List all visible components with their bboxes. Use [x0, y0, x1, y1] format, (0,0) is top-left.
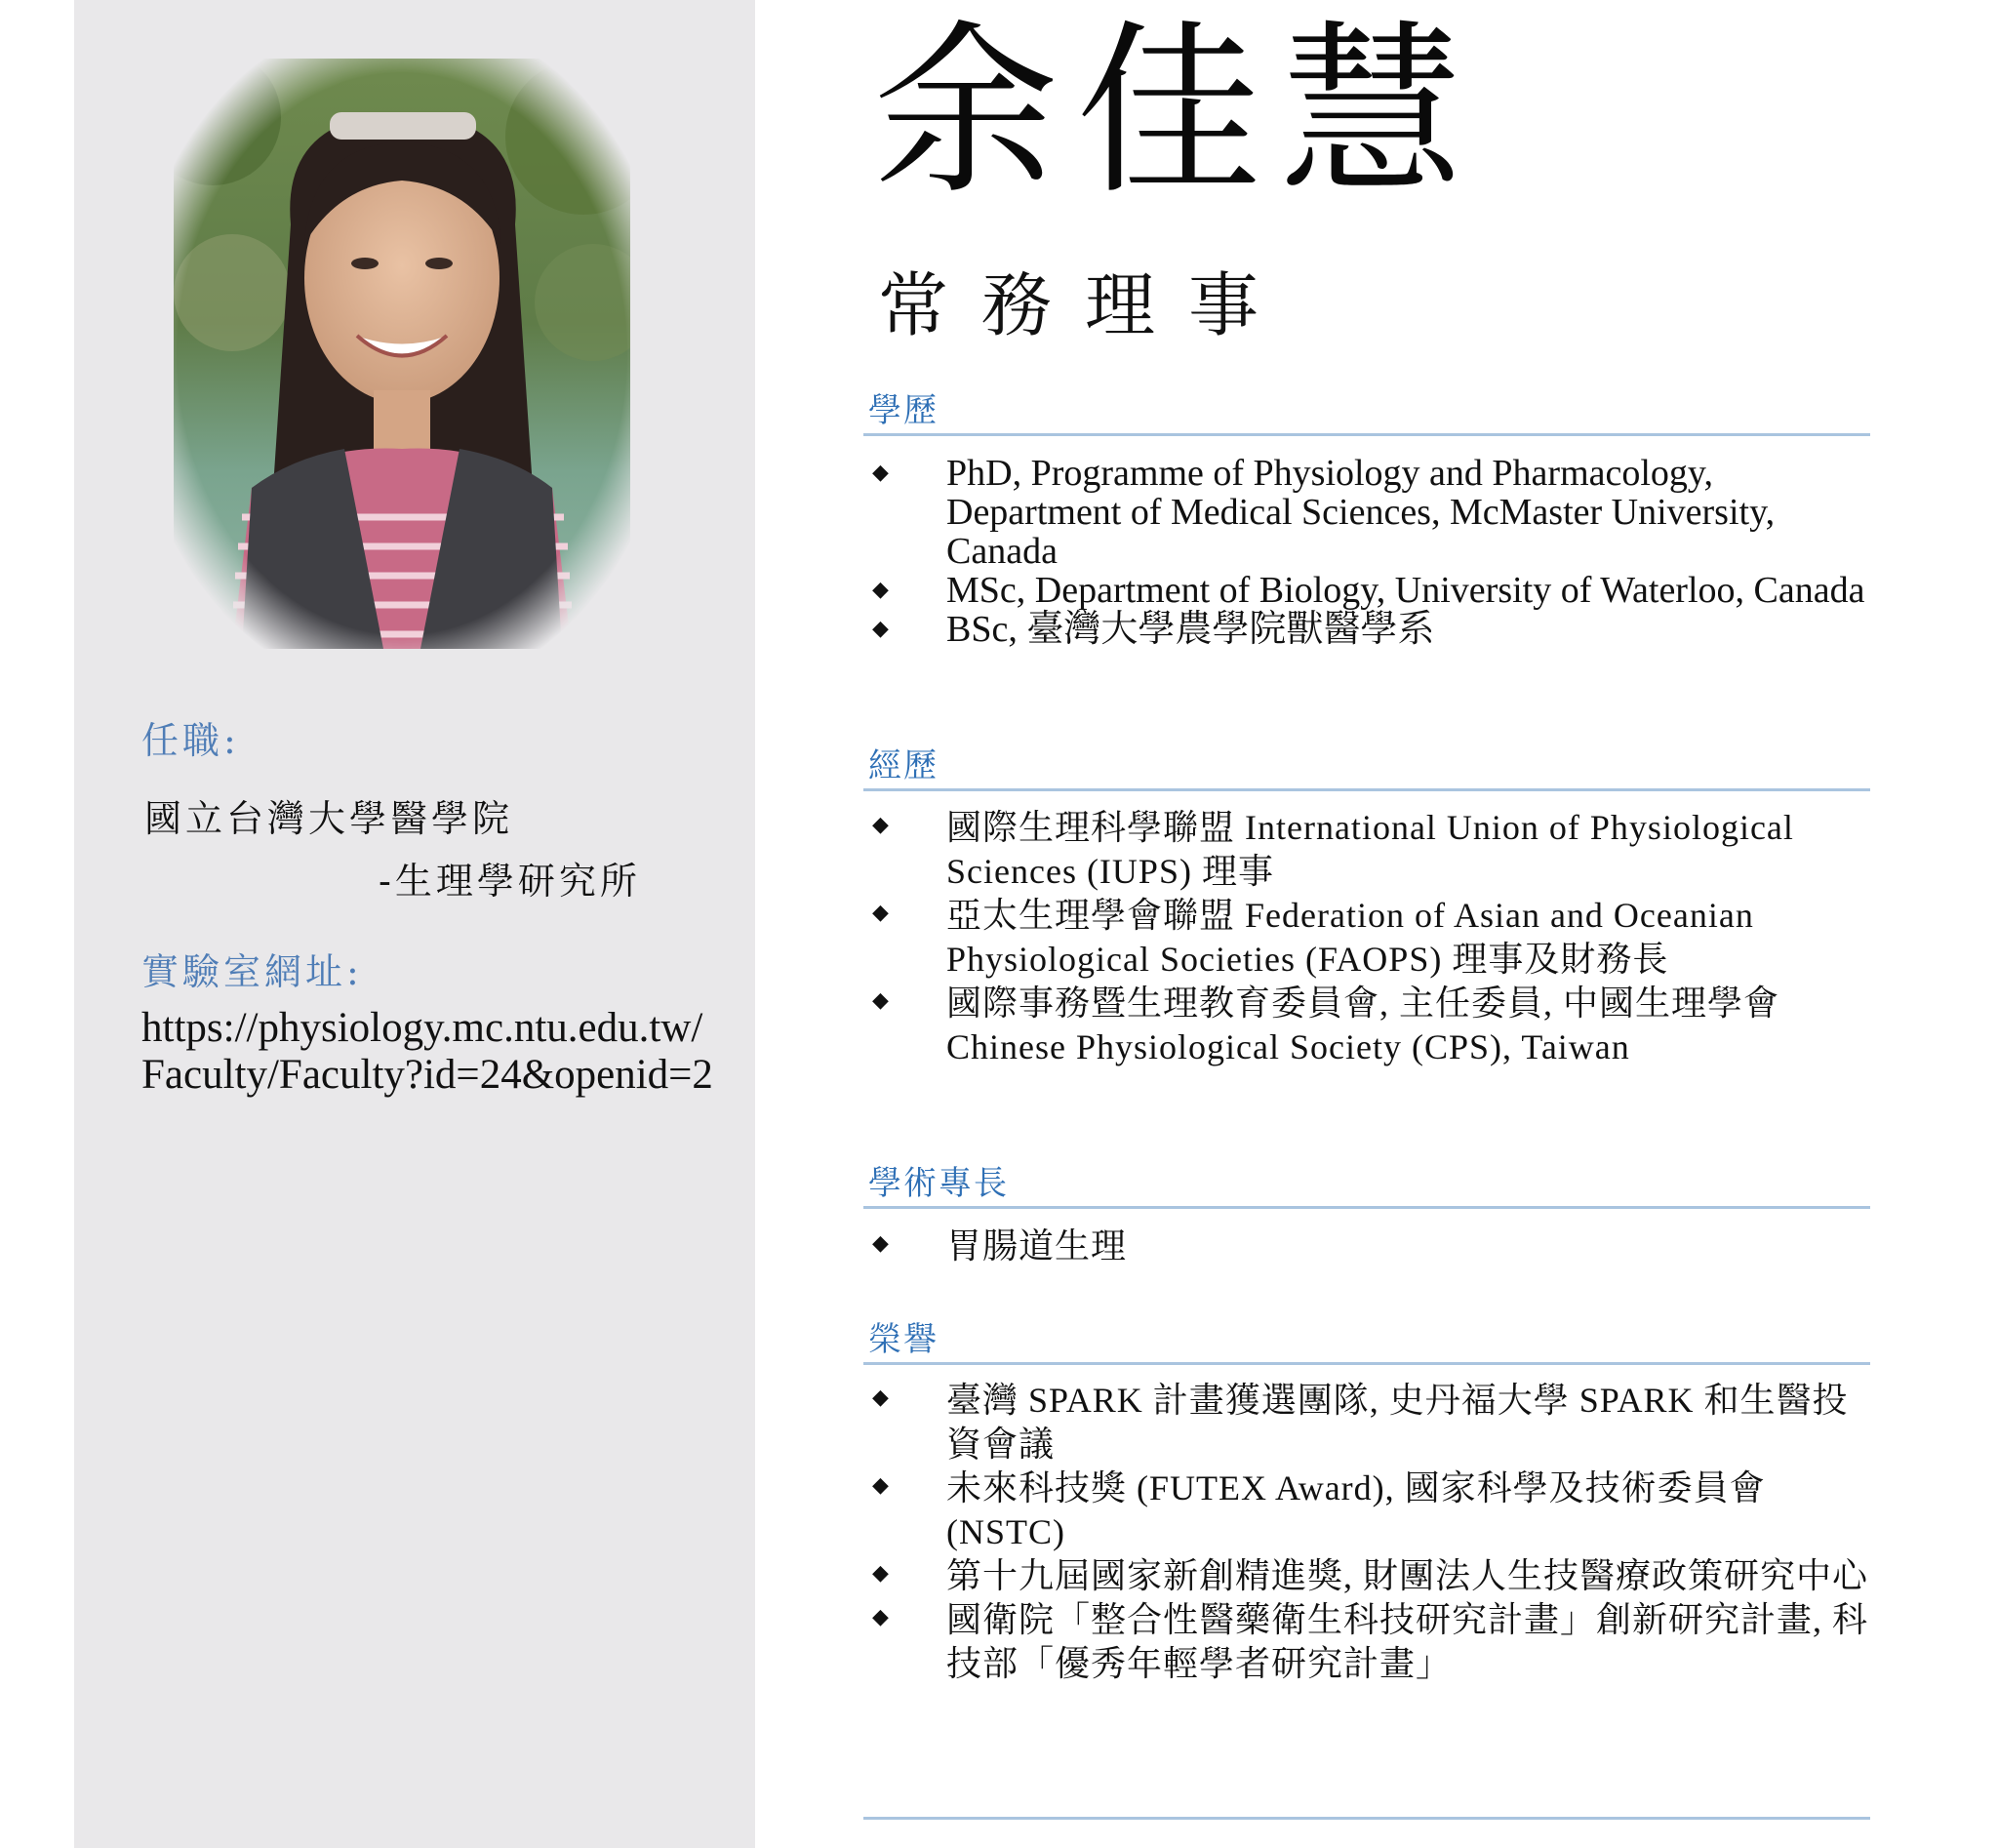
- list-item: ◆ 臺灣 SPARK 計畫獲選團隊, 史丹福大學 SPARK 和生醫投資會議: [872, 1381, 1849, 1464]
- section-divider: [863, 1206, 1870, 1209]
- diamond-bullet-icon: ◆: [872, 616, 889, 640]
- expertise-list: [868, 1225, 1873, 1268]
- diamond-bullet-icon: ◆: [872, 1560, 890, 1585]
- list-item: ◆ MSc, Department of Biology, University of Waterloo, Canada: [872, 570, 1865, 611]
- list-item: ◆ 國際事務暨生理教育委員會, 主任委員, 中國生理學會 Chinese Physiological Society (CPS), Taiwan: [872, 984, 1780, 1066]
- position-line-2: -生理學研究所: [379, 860, 641, 903]
- person-name: 余佳慧: [873, 4, 1483, 220]
- person-role: 常務理事: [878, 264, 1293, 346]
- section-title-education: 學歷: [868, 391, 939, 430]
- bottom-divider: [863, 1817, 1870, 1820]
- list-item: ◆ 國衛院「整合性醫藥衛生科技研究計畫」創新研究計畫, 科技部「優秀年輕學者研究計畫」: [872, 1600, 1869, 1683]
- diamond-bullet-icon: ◆: [872, 1230, 890, 1255]
- section-divider: [863, 1362, 1870, 1365]
- diamond-bullet-icon: ◆: [872, 460, 889, 484]
- diamond-bullet-icon: ◆: [872, 812, 890, 836]
- section-divider: [863, 788, 1870, 791]
- lab-url-link[interactable]: https://physiology.mc.ntu.edu.tw/Faculty/Faculty?id=24&openid=2: [141, 1005, 713, 1098]
- portrait-photo: [174, 59, 630, 649]
- diamond-bullet-icon: ◆: [872, 900, 890, 924]
- position-label: 任職:: [141, 719, 240, 762]
- diamond-bullet-icon: ◆: [872, 987, 890, 1012]
- list-item: ◆ 國際生理科學聯盟 International Union of Physiological Sciences (IUPS) 理事: [872, 808, 1794, 891]
- diamond-bullet-icon: ◆: [872, 577, 889, 601]
- diamond-bullet-icon: ◆: [872, 1385, 890, 1409]
- diamond-bullet-icon: ◆: [872, 1472, 890, 1497]
- honors-list: [868, 1379, 1873, 1686]
- list-item: ◆ 未來科技獎 (FUTEX Award), 國家科學及技術委員會 (NSTC): [872, 1468, 1766, 1551]
- section-title-expertise: 學術專長: [868, 1164, 1009, 1203]
- education-list: [868, 454, 1873, 649]
- section-title-honors: 榮譽: [868, 1320, 939, 1359]
- list-item: ◆ 胃腸道生理: [872, 1226, 1128, 1265]
- section-divider: [863, 433, 1870, 436]
- section-title-experience: 經歷: [868, 746, 939, 785]
- list-item: ◆ 亞太生理學會聯盟 Federation of Asian and Oceanian Physiological Societies (FAOPS) 理事及財務長: [872, 896, 1754, 979]
- lab-label: 實驗室網址:: [141, 950, 363, 993]
- experience-list: [868, 806, 1873, 1069]
- list-item: ◆ BSc, 臺灣大學農學院獸醫學系: [872, 609, 1435, 650]
- position-line-1: 國立台灣大學醫學院: [144, 797, 514, 840]
- diamond-bullet-icon: ◆: [872, 1604, 890, 1628]
- list-item: ◆ PhD, Programme of Physiology and Pharmacology, Department of Medical Sciences, McMaster University, Canada: [872, 453, 1776, 572]
- list-item: ◆ 第十九屆國家新創精進獎, 財團法人生技醫療政策研究中心: [872, 1556, 1869, 1595]
